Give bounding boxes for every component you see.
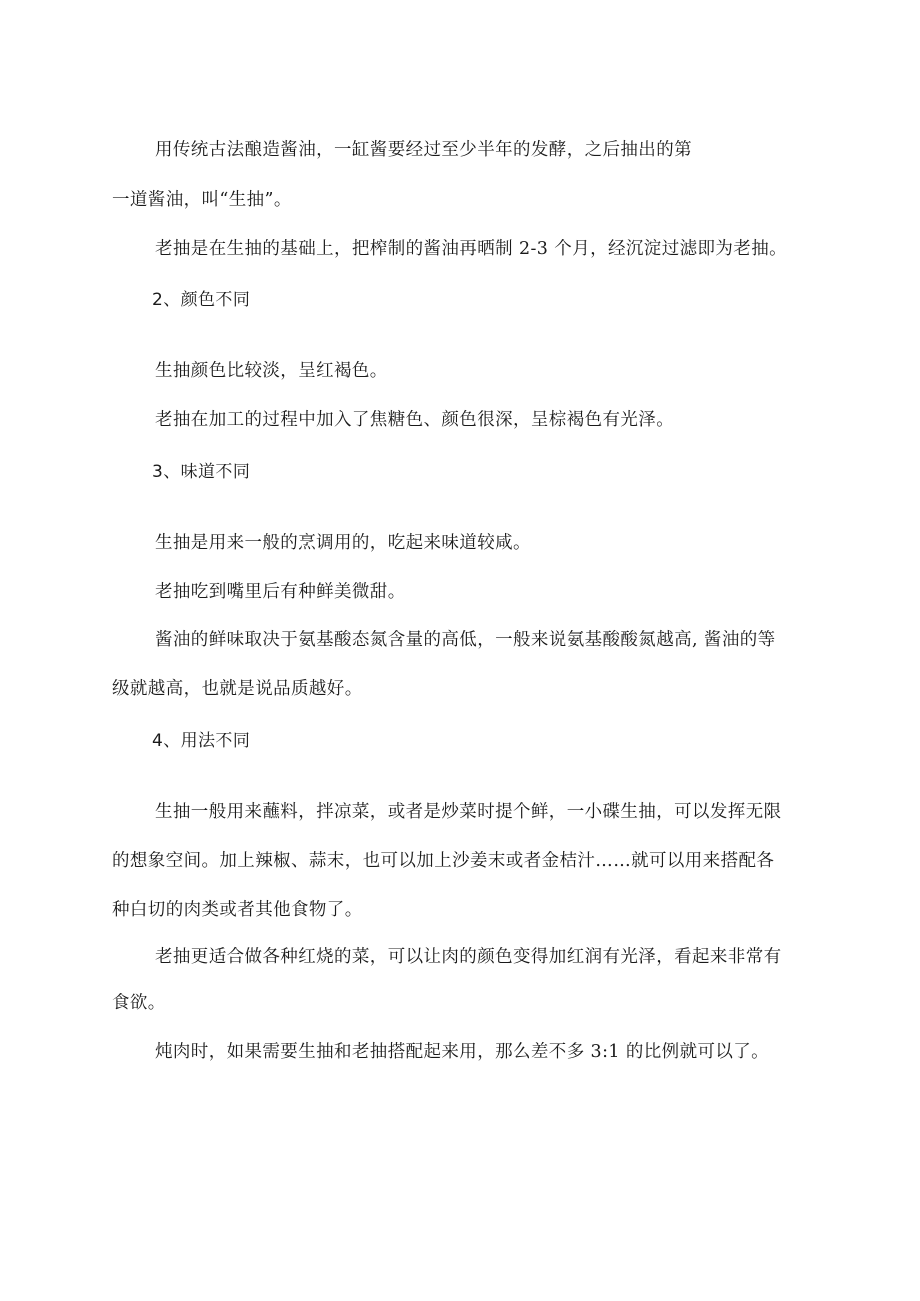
paragraph-light-soy-color: 生抽颜色比较淡，呈红褐色。	[155, 361, 388, 381]
paragraph-light-soy-usage-line-3: 种白切的肉类或者其他食物了。	[112, 900, 363, 920]
paragraph-dark-soy-usage-line-2: 食欲。	[112, 993, 166, 1013]
paragraph-dark-soy-usage-line-1: 老抽更适合做各种红烧的菜，可以让肉的颜色变得加红润有光泽，看起来非常有	[155, 947, 782, 967]
paragraph-stewing-ratio: 炖肉时，如果需要生抽和老抽搭配起来用，那么差不多 3:1 的比例就可以了。	[155, 1042, 770, 1062]
paragraph-brewing-line-2: 一道酱油，叫“生抽”。	[112, 190, 292, 210]
section-heading-usage: 4、用法不同	[152, 731, 251, 751]
paragraph-brewing-line-1: 用传统古法酿造酱油，一缸酱要经过至少半年的发酵，之后抽出的第	[155, 140, 692, 160]
paragraph-umami-line-1: 酱油的鲜味取决于氨基酸态氮含量的高低，一般来说氨基酸酸氮越高, 酱油的等	[155, 630, 776, 650]
paragraph-light-soy-taste: 生抽是用来一般的烹调用的，吃起来味道较咸。	[155, 533, 531, 553]
paragraph-light-soy-usage-line-1: 生抽一般用来蘸料，拌凉菜，或者是炒菜时提个鲜，一小碟生抽，可以发挥无限	[155, 802, 782, 822]
paragraph-dark-soy-color: 老抽在加工的过程中加入了焦糖色、颜色很深，呈棕褐色有光泽。	[155, 410, 675, 430]
paragraph-dark-soy-process: 老抽是在生抽的基础上，把榨制的酱油再晒制 2-3 个月，经沉淀过滤即为老抽。	[155, 239, 788, 259]
paragraph-umami-line-2: 级就越高，也就是说品质越好。	[112, 679, 363, 699]
section-heading-taste: 3、味道不同	[152, 462, 251, 482]
paragraph-light-soy-usage-line-2: 的想象空间。加上辣椒、蒜末，也可以加上沙姜末或者金桔汁……就可以用来搭配各	[112, 851, 775, 871]
paragraph-dark-soy-taste: 老抽吃到嘴里后有种鲜美微甜。	[155, 582, 406, 602]
section-heading-color: 2、颜色不同	[152, 290, 251, 310]
